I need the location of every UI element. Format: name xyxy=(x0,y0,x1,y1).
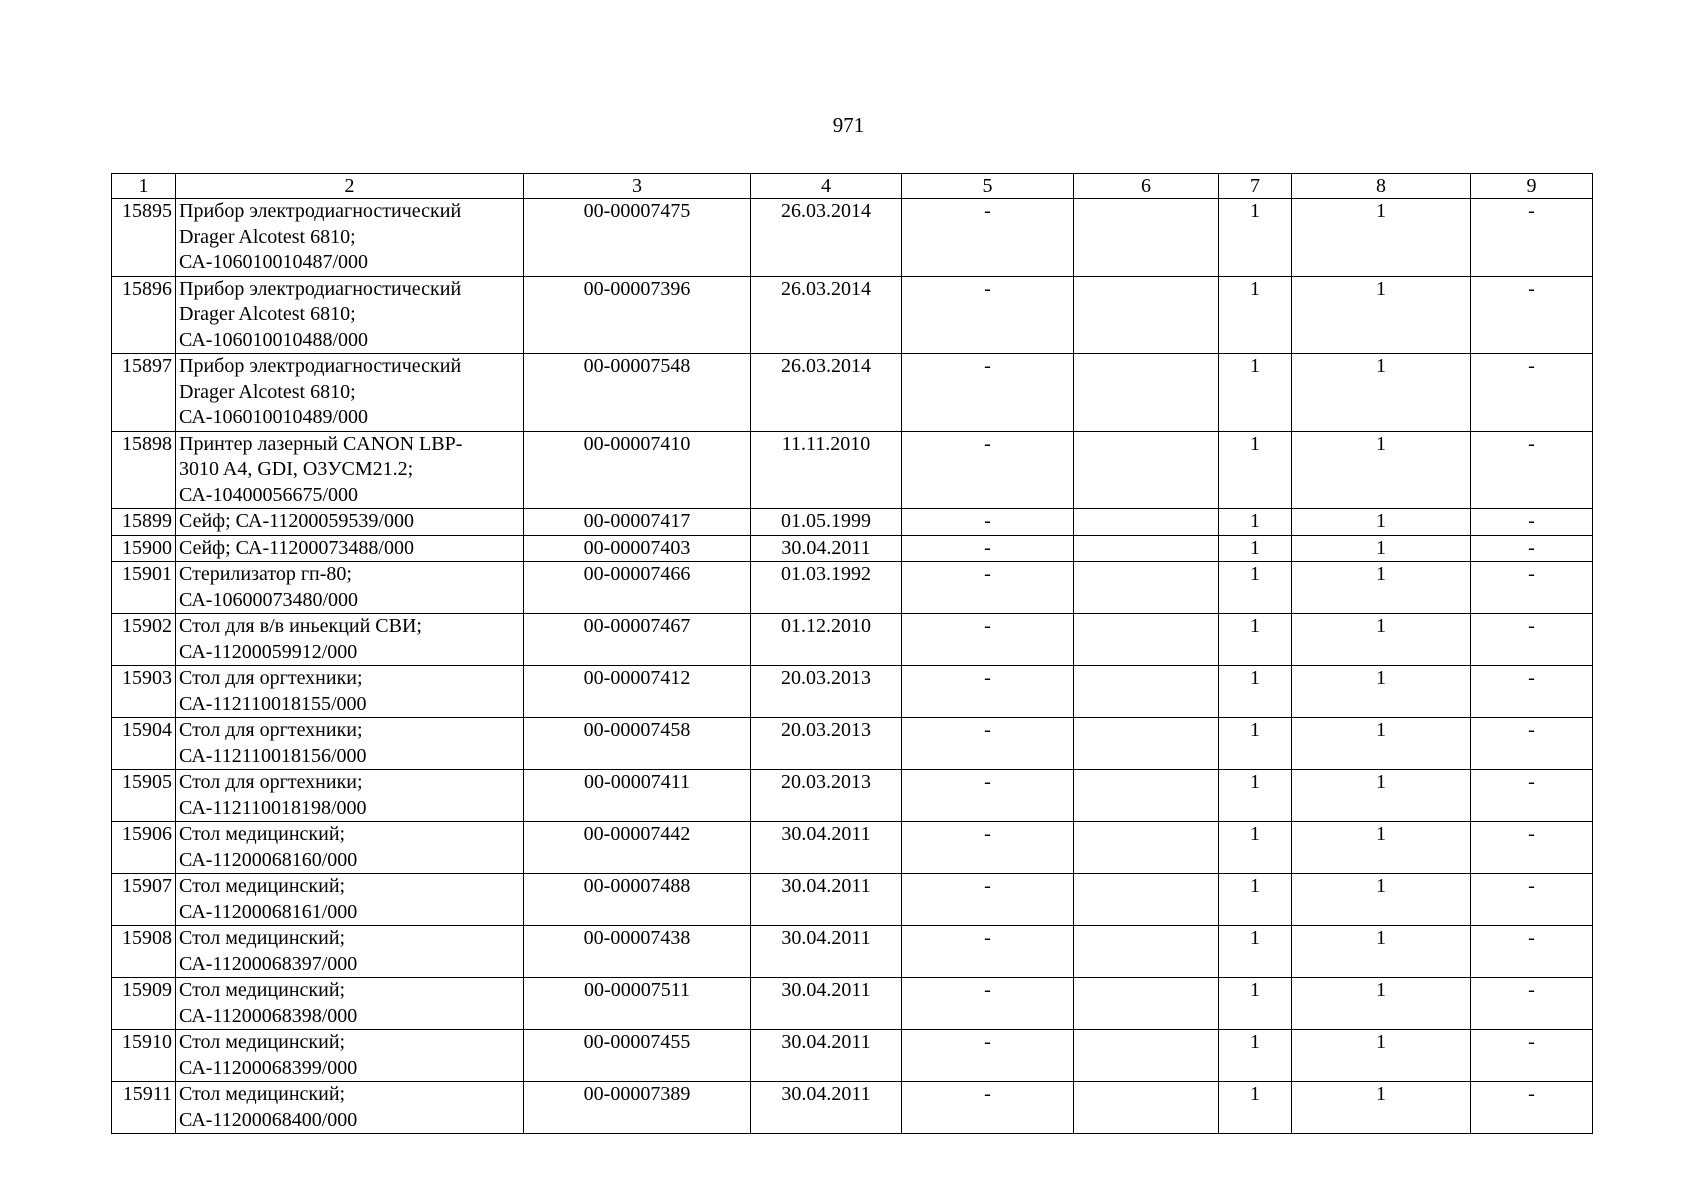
column-5-value: - xyxy=(902,978,1074,1030)
column-5-value: - xyxy=(902,535,1074,562)
column-9-value: - xyxy=(1471,354,1593,432)
item-name-line: Стол медицинский; xyxy=(179,823,346,845)
item-name xyxy=(176,1082,524,1134)
acquisition-date: 30.04.2011 xyxy=(751,978,902,1030)
column-8-value: 1 xyxy=(1292,1030,1471,1082)
column-7-value: 1 xyxy=(1219,1082,1292,1134)
column-7-value: 1 xyxy=(1219,718,1292,770)
acquisition-date: 11.11.2010 xyxy=(751,431,902,509)
row-number: 15897 xyxy=(112,354,176,432)
item-name-line: СА-106010010487/000 xyxy=(179,251,369,273)
column-9-value: - xyxy=(1471,822,1593,874)
column-5-value: - xyxy=(902,1030,1074,1082)
page-number: 971 xyxy=(832,113,865,137)
column-6-value xyxy=(1074,354,1219,432)
item-name xyxy=(176,874,524,926)
column-5-value: - xyxy=(902,199,1074,277)
column-7-value: 1 xyxy=(1219,978,1292,1030)
column-5-value: - xyxy=(902,276,1074,354)
acquisition-date: 30.04.2011 xyxy=(751,822,902,874)
column-9-value: - xyxy=(1471,614,1593,666)
column-header-9: 9 xyxy=(1471,174,1593,199)
table-body xyxy=(112,199,1593,1134)
column-9-value: - xyxy=(1471,1082,1593,1134)
column-7-value: 1 xyxy=(1219,354,1292,432)
row-number: 15904 xyxy=(112,718,176,770)
column-8-value: 1 xyxy=(1292,770,1471,822)
column-9-value: - xyxy=(1471,874,1593,926)
column-8-value: 1 xyxy=(1292,978,1471,1030)
item-name-line: СА-11200068160/000 xyxy=(179,848,358,871)
column-header-1: 1 xyxy=(112,174,176,199)
item-name-line: Принтер лазерный CANON LBP- xyxy=(179,432,463,455)
column-8-value: 1 xyxy=(1292,874,1471,926)
inventory-code: 00-00007389 xyxy=(524,1082,751,1134)
column-5-value: - xyxy=(902,718,1074,770)
table-row xyxy=(112,666,1593,718)
column-5-value: - xyxy=(902,509,1074,536)
item-name-line: Drager Alcotest 6810; xyxy=(179,380,356,403)
column-9-value: - xyxy=(1471,276,1593,354)
column-5-value: - xyxy=(902,614,1074,666)
item-name-line: Drager Alcotest 6810; xyxy=(179,225,356,248)
column-7-value: 1 xyxy=(1219,666,1292,718)
inventory-code: 00-00007488 xyxy=(524,874,751,926)
item-name xyxy=(176,199,524,277)
item-name xyxy=(176,509,524,536)
table-row xyxy=(112,562,1593,614)
row-number: 15910 xyxy=(112,1030,176,1082)
column-6-value xyxy=(1074,1082,1219,1134)
inventory-code: 00-00007467 xyxy=(524,614,751,666)
column-7-value: 1 xyxy=(1219,1030,1292,1082)
column-7-value: 1 xyxy=(1219,276,1292,354)
item-name-line: Стол для оргтехники; xyxy=(179,771,363,793)
column-8-value: 1 xyxy=(1292,718,1471,770)
item-name-line: Стол медицинский; xyxy=(179,1083,346,1105)
row-number: 15898 xyxy=(112,431,176,509)
table-row xyxy=(112,874,1593,926)
item-name xyxy=(176,1030,524,1082)
column-8-value: 1 xyxy=(1292,562,1471,614)
column-7-value: 1 xyxy=(1219,614,1292,666)
inventory-code: 00-00007466 xyxy=(524,562,751,614)
row-number: 15906 xyxy=(112,822,176,874)
row-number: 15907 xyxy=(112,874,176,926)
column-8-value: 1 xyxy=(1292,822,1471,874)
item-name xyxy=(176,822,524,874)
item-name xyxy=(176,276,524,354)
item-name xyxy=(176,666,524,718)
item-name-line: Стол медицинский; xyxy=(179,1031,346,1053)
item-name-line: Стол для оргтехники; xyxy=(179,667,363,689)
item-name-line: СА-11200068398/000 xyxy=(179,1004,358,1027)
item-name-line: Стерилизатор гп-80; xyxy=(179,563,352,585)
inventory-code: 00-00007396 xyxy=(524,276,751,354)
item-name-line: Прибор электродиагностический xyxy=(179,277,462,300)
row-number: 15899 xyxy=(112,509,176,536)
column-6-value xyxy=(1074,926,1219,978)
item-name-line: СА-11200068161/000 xyxy=(179,900,358,923)
column-9-value: - xyxy=(1471,926,1593,978)
column-5-value: - xyxy=(902,874,1074,926)
column-5-value: - xyxy=(902,822,1074,874)
item-name-line: Стол медицинский; xyxy=(179,979,346,1001)
acquisition-date: 01.12.2010 xyxy=(751,614,902,666)
column-header-2: 2 xyxy=(176,174,524,199)
inventory-code: 00-00007403 xyxy=(524,535,751,562)
acquisition-date: 30.04.2011 xyxy=(751,1082,902,1134)
item-name-line: СА-10400056675/000 xyxy=(179,483,359,506)
item-name-line: СА-10600073480/000 xyxy=(179,588,359,611)
row-number: 15911 xyxy=(112,1082,176,1134)
row-number: 15908 xyxy=(112,926,176,978)
row-number: 15902 xyxy=(112,614,176,666)
column-9-value: - xyxy=(1471,431,1593,509)
item-name-line: Стол для оргтехники; xyxy=(179,719,363,741)
column-8-value: 1 xyxy=(1292,614,1471,666)
table-row xyxy=(112,276,1593,354)
inventory-code: 00-00007438 xyxy=(524,926,751,978)
item-name-line: Drager Alcotest 6810; xyxy=(179,303,356,325)
column-8-value: 1 xyxy=(1292,1082,1471,1134)
inventory-code: 00-00007417 xyxy=(524,509,751,536)
column-9-value: - xyxy=(1471,1030,1593,1082)
column-6-value xyxy=(1074,509,1219,536)
item-name-line: Сейф; СА-11200073488/000 xyxy=(179,536,414,559)
row-number: 15903 xyxy=(112,666,176,718)
row-number: 15900 xyxy=(112,535,176,562)
item-name-line: СА-106010010489/000 xyxy=(179,406,369,428)
table-row xyxy=(112,926,1593,978)
column-6-value xyxy=(1074,535,1219,562)
column-9-value: - xyxy=(1471,562,1593,614)
column-7-value: 1 xyxy=(1219,822,1292,874)
row-number: 15905 xyxy=(112,770,176,822)
column-9-value: - xyxy=(1471,666,1593,718)
column-8-value: 1 xyxy=(1292,666,1471,718)
item-name xyxy=(176,770,524,822)
column-header-6: 6 xyxy=(1074,174,1219,199)
column-7-value: 1 xyxy=(1219,509,1292,536)
column-header-4: 4 xyxy=(751,174,902,199)
column-6-value xyxy=(1074,562,1219,614)
acquisition-date: 20.03.2013 xyxy=(751,718,902,770)
column-5-value: - xyxy=(902,562,1074,614)
acquisition-date: 26.03.2014 xyxy=(751,276,902,354)
item-name-line: СА-11200068397/000 xyxy=(179,952,358,975)
column-6-value xyxy=(1074,431,1219,509)
item-name xyxy=(176,718,524,770)
column-9-value: - xyxy=(1471,978,1593,1030)
column-8-value: 1 xyxy=(1292,509,1471,536)
item-name-line: СА-106010010488/000 xyxy=(179,328,369,351)
acquisition-date: 30.04.2011 xyxy=(751,926,902,978)
item-name-line: СА-11200068400/000 xyxy=(179,1108,358,1131)
item-name xyxy=(176,431,524,509)
column-6-value xyxy=(1074,770,1219,822)
inventory-code: 00-00007410 xyxy=(524,431,751,509)
column-9-value: - xyxy=(1471,509,1593,536)
row-number: 15895 xyxy=(112,199,176,277)
column-7-value: 1 xyxy=(1219,926,1292,978)
column-6-value xyxy=(1074,978,1219,1030)
column-5-value: - xyxy=(902,354,1074,432)
acquisition-date: 30.04.2011 xyxy=(751,535,902,562)
column-9-value: - xyxy=(1471,535,1593,562)
column-header-5: 5 xyxy=(902,174,1074,199)
item-name xyxy=(176,614,524,666)
acquisition-date: 01.05.1999 xyxy=(751,509,902,536)
item-name xyxy=(176,562,524,614)
column-6-value xyxy=(1074,199,1219,277)
inventory-code: 00-00007455 xyxy=(524,1030,751,1082)
acquisition-date: 26.03.2014 xyxy=(751,354,902,432)
inventory-code: 00-00007511 xyxy=(524,978,751,1030)
item-name-line: СА-11200068399/000 xyxy=(179,1056,358,1079)
table-row xyxy=(112,978,1593,1030)
table-row xyxy=(112,770,1593,822)
column-number-row xyxy=(112,174,1593,199)
column-6-value xyxy=(1074,718,1219,770)
item-name-line: Сейф; СА-11200059539/000 xyxy=(179,510,414,532)
row-number: 15901 xyxy=(112,562,176,614)
item-name-line: Прибор электродиагностический xyxy=(179,200,462,222)
column-6-value xyxy=(1074,614,1219,666)
table-row xyxy=(112,1030,1593,1082)
inventory-code: 00-00007458 xyxy=(524,718,751,770)
column-6-value xyxy=(1074,666,1219,718)
item-name-line: СА-112110018198/000 xyxy=(179,796,367,819)
column-header-3: 3 xyxy=(524,174,751,199)
column-6-value xyxy=(1074,822,1219,874)
column-9-value: - xyxy=(1471,718,1593,770)
column-6-value xyxy=(1074,276,1219,354)
column-9-value: - xyxy=(1471,199,1593,277)
column-8-value: 1 xyxy=(1292,431,1471,509)
column-7-value: 1 xyxy=(1219,874,1292,926)
column-8-value: 1 xyxy=(1292,276,1471,354)
row-number: 15909 xyxy=(112,978,176,1030)
column-6-value xyxy=(1074,874,1219,926)
item-name-line: Стол медицинский; xyxy=(179,875,346,897)
column-5-value: - xyxy=(902,926,1074,978)
column-8-value: 1 xyxy=(1292,354,1471,432)
column-7-value: 1 xyxy=(1219,199,1292,277)
item-name-line: Стол медицинский; xyxy=(179,927,346,949)
inventory-code: 00-00007548 xyxy=(524,354,751,432)
acquisition-date: 26.03.2014 xyxy=(751,199,902,277)
item-name xyxy=(176,354,524,432)
column-5-value: - xyxy=(902,431,1074,509)
item-name-line: СА-112110018155/000 xyxy=(179,692,367,715)
table-row xyxy=(112,354,1593,432)
column-9-value: - xyxy=(1471,770,1593,822)
column-5-value: - xyxy=(902,666,1074,718)
acquisition-date: 20.03.2013 xyxy=(751,666,902,718)
column-header-7: 7 xyxy=(1219,174,1292,199)
table-row xyxy=(112,509,1593,536)
column-5-value: - xyxy=(902,770,1074,822)
table-row xyxy=(112,535,1593,562)
table-row xyxy=(112,718,1593,770)
inventory-code: 00-00007412 xyxy=(524,666,751,718)
item-name xyxy=(176,926,524,978)
table-row xyxy=(112,1082,1593,1134)
table-header xyxy=(112,174,1593,199)
column-7-value: 1 xyxy=(1219,770,1292,822)
inventory-code: 00-00007442 xyxy=(524,822,751,874)
item-name-line: СА-11200059912/000 xyxy=(179,640,358,663)
column-8-value: 1 xyxy=(1292,535,1471,562)
item-name-line: Прибор электродиагностический xyxy=(179,355,462,377)
item-name xyxy=(176,978,524,1030)
property-register-table xyxy=(111,173,1593,1134)
acquisition-date: 01.03.1992 xyxy=(751,562,902,614)
table-row xyxy=(112,614,1593,666)
item-name-line: Стол для в/в иньекций СВИ; xyxy=(179,615,422,637)
column-7-value: 1 xyxy=(1219,535,1292,562)
inventory-code: 00-00007475 xyxy=(524,199,751,277)
item-name xyxy=(176,535,524,562)
item-name-line: СА-112110018156/000 xyxy=(179,744,367,767)
table-row xyxy=(112,431,1593,509)
column-5-value: - xyxy=(902,1082,1074,1134)
table-row xyxy=(112,199,1593,277)
acquisition-date: 30.04.2011 xyxy=(751,874,902,926)
column-header-8: 8 xyxy=(1292,174,1471,199)
row-number: 15896 xyxy=(112,276,176,354)
acquisition-date: 30.04.2011 xyxy=(751,1030,902,1082)
column-7-value: 1 xyxy=(1219,562,1292,614)
table-row xyxy=(112,822,1593,874)
inventory-code: 00-00007411 xyxy=(524,770,751,822)
column-8-value: 1 xyxy=(1292,199,1471,277)
column-7-value: 1 xyxy=(1219,431,1292,509)
acquisition-date: 20.03.2013 xyxy=(751,770,902,822)
item-name-line: 3010 A4, GDI, O3УСМ21.2; xyxy=(179,458,414,480)
column-6-value xyxy=(1074,1030,1219,1082)
column-8-value: 1 xyxy=(1292,926,1471,978)
